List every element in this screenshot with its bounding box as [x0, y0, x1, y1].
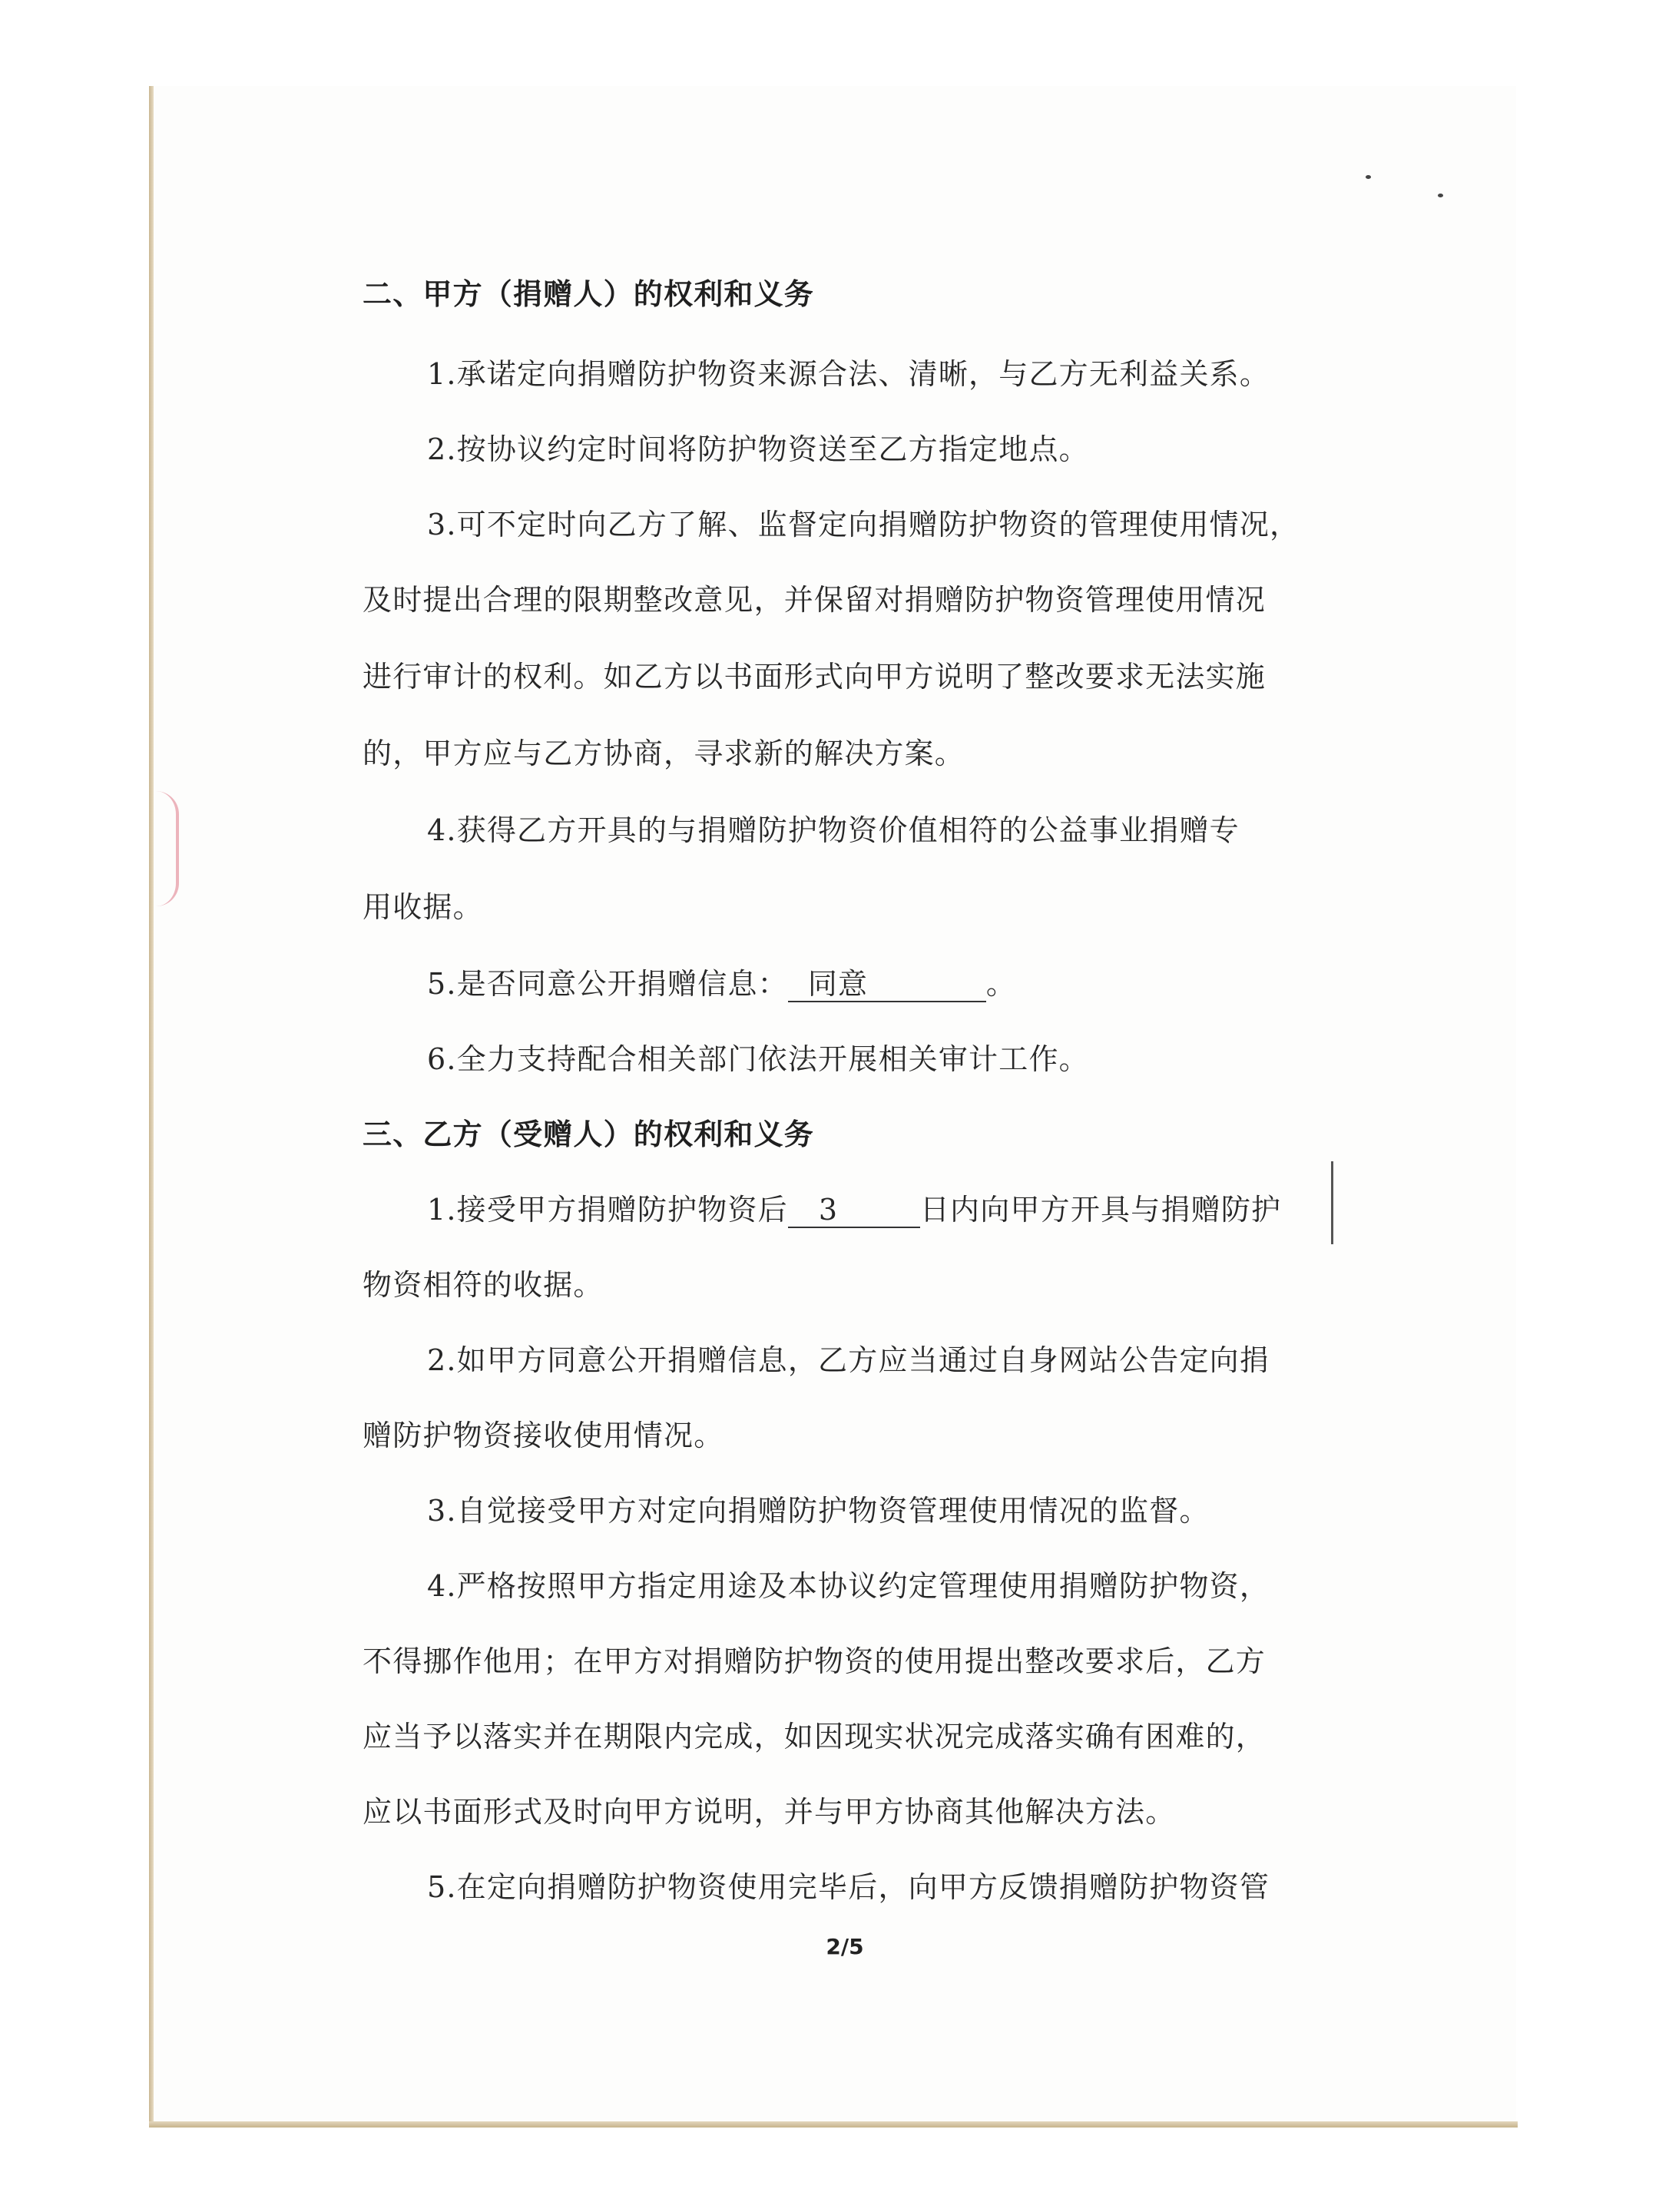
- section-three-item-3: 3.自觉接受甲方对定向捐赠防护物资管理使用情况的监督。: [427, 1494, 1210, 1528]
- section-three-item-2-line-1: 2.如甲方同意公开捐赠信息，乙方应当通过自身网站公告定向捐: [427, 1343, 1270, 1377]
- section-two-item-4-line-1: 4.获得乙方开具的与捐赠防护物资价值相符的公益事业捐赠专: [427, 813, 1240, 847]
- section-two-heading: 二、甲方（捐赠人）的权利和义务: [363, 276, 815, 311]
- margin-mark: [1331, 1161, 1333, 1244]
- section-two-item-3-line-2: 及时提出合理的限期整改意见，并保留对捐赠防护物资管理使用情况: [363, 583, 1267, 617]
- section-three-item-4-line-2: 不得挪作他用；在甲方对捐赠防护物资的使用提出整改要求后，乙方: [363, 1644, 1267, 1678]
- section-three-item-1-line-1: [427, 1190, 1281, 1229]
- seal-stamp-fragment: [156, 791, 179, 906]
- disclosure-answer-field: 同意: [788, 967, 986, 1002]
- receipt-days-field: 3: [788, 1193, 920, 1228]
- section-three-item-4-line-4: 应以书面形式及时向甲方说明，并与甲方协商其他解决方法。: [363, 1795, 1176, 1829]
- section-two-item-6: 6.全力支持配合相关部门依法开展相关审计工作。: [427, 1042, 1089, 1076]
- disclosure-question: 5.是否同意公开捐赠信息：: [427, 967, 788, 1001]
- section-three-item-5-line-1: 5.在定向捐赠防护物资使用完毕后，向甲方反馈捐赠防护物资管: [427, 1870, 1270, 1904]
- scan-edge-left: [149, 86, 154, 2128]
- section-two-item-4-line-2: 用收据。: [363, 890, 483, 924]
- section-two-item-2: 2.按协议约定时间将防护物资送至乙方指定地点。: [427, 432, 1089, 466]
- scan-speck: [1366, 175, 1371, 179]
- section-three-item-2-line-2: 赠防护物资接收使用情况。: [363, 1419, 724, 1452]
- receipt-deadline-prefix: 1.接受甲方捐赠防护物资后: [427, 1193, 788, 1227]
- section-two-item-1: 1.承诺定向捐赠防护物资来源合法、清晰，与乙方无利益关系。: [427, 357, 1270, 391]
- section-two-item-5: [427, 965, 1016, 1003]
- receipt-deadline-suffix: 日内向甲方开具与捐赠防护: [919, 1193, 1282, 1227]
- section-two-item-3-line-4: 的，甲方应与乙方协商，寻求新的解决方案。: [363, 737, 965, 770]
- scan-edge-bottom: [149, 2121, 1518, 2128]
- disclosure-period: 。: [985, 967, 1017, 1001]
- scan-speck: [1438, 194, 1443, 197]
- section-three-item-1-line-2: 物资相符的收据。: [363, 1268, 604, 1302]
- section-two-item-3-line-3: 进行审计的权利。如乙方以书面形式向甲方说明了整改要求无法实施: [363, 660, 1267, 694]
- section-three-heading: 三、乙方（受赠人）的权利和义务: [363, 1117, 815, 1151]
- section-three-item-4-line-1: 4.严格按照甲方指定用途及本协议约定管理使用捐赠防护物资，: [427, 1569, 1270, 1603]
- section-two-item-3-line-1: 3.可不定时向乙方了解、监督定向捐赠防护物资的管理使用情况，: [427, 508, 1300, 541]
- section-three-item-4-line-3: 应当予以落实并在期限内完成，如因现实状况完成落实确有困难的，: [363, 1720, 1267, 1753]
- page-number: 2/5: [826, 1934, 864, 1959]
